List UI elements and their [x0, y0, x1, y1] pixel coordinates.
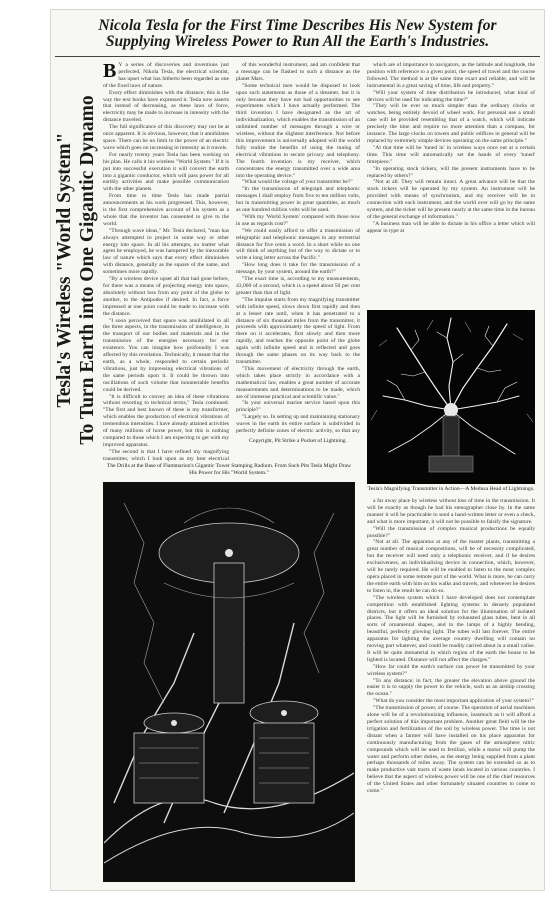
- column-2-paragraph: "The exact time is, according to my measurements, 43,000 of a second, which is a speed about 50 per cent greater than that of light.: [236, 276, 360, 296]
- column-3-paragraph: "They will be ever so much simpler than the ordinary clocks or watches, being entirely devoid of wheel work. For personal use a small case will be provided resembling that of a watch, which will indicate precisely the time and require no more attention than a compass, for instance. The large clocks on towers and public edifices in general will be replaced by extremely simple devices operating on the same principle.": [367, 103, 535, 144]
- column-3-paragraph: "Not at all. They will remain intact. A great advance will be that the stock tickers will be operated by my system. An instrument will be provided with means of synchronism, and my receiver will be in connection with each instrument, and the world over will go by the same system, and the ticker will be present nearly at the same time in the bureau of the general exchange of information.": [367, 179, 535, 220]
- column-1-paragraph: For nearly twenty years Tesla has been working on his plan. He calls it his wireless "World System." If it is put into successful execution it will convert the earth into a gigantic conductor, which will pass power for all earthly activities and make possible communication with the other planets.: [103, 151, 229, 193]
- column-2-paragraph: "Largely so. In setting up and maintaining stationary waves in the earth its entire surface is subdivided in perfectly definite zones of electric activity, so that any: [236, 414, 360, 434]
- column-2-paragraph: "This movement of electricity through the earth, which takes place strictly in accordance with a mathematical law, enables a great number of accurate measurements and determinations to be made, which are of immense practical and scientific value.": [236, 365, 360, 400]
- newspaper-page: [51, 10, 544, 890]
- column-2-paragraph: "The impulse starts from my magnifying transmitter with infinite speed, slows down first rapidly and then at a lesser rate until, when it has penetrated to a distance of six thousand miles from the transmitter, it proceeds with approximately the speed of light. From there on it accelerates, first slowly and then more rapidly, and reaches the opposite point of the globe again with infinite speed and is reflected and goes through the same phases on its way back to the transmitter.: [236, 296, 360, 365]
- side-headline-line-2: To Turn Earth into One Gigantic Dynamo: [77, 95, 98, 445]
- column-3-paragraph: which are of importance to navigators, as the latitude and longitude, the position with reference to a given point, the speed of travel and the course followed. The method is at the same time exact and reliable, and will be instrumental in a great saving of time, life and property.": [367, 62, 535, 89]
- column-4-paragraph: "The wireless system which I have developed does not contemplate competition with established lighting systems in densely populated districts, but it offers an ideal solution for the illumination of isolated places. The light will be furnished by exhausted glass tubes, bent in all sorts of ornamental shapes, and to the lamps of a highly bending, beautiful, perfectly glowing light. The tubes will last forever. The entire apparatus for lighting the average country dwelling will contain no moving part whatever, and could be readily carried about in a small valise. It will be quite immaterial in which region of the earth the house to be lighted is located. Distance will not affect the charges.": [367, 594, 535, 663]
- column-4-paragraph: "Will the transmission of complex musical productions be equally possible?": [367, 525, 535, 539]
- article-column-3: [367, 62, 535, 306]
- column-2-paragraph: "With my 'World System' compared with those now in use as regards cost?": [236, 213, 360, 227]
- column-4-paragraph: "What do you consider the most important application of your system?": [373, 698, 534, 705]
- column-3-paragraph: "A business man will be able to dictate in his office a letter which will appear in type at: [367, 220, 535, 234]
- column-1-paragraph: Y a series of discoveries and inventions just perfected, Nikola Tesla, the electrical scientist, has upset what has hitherto been regarded as one of the fixed laws of nature.: [103, 62, 229, 89]
- column-4-paragraph: "To any distance; in fact, the greater the elevation above ground the easier it is to supply the power to the vehicle, such as an airship crossing the ocean.": [367, 677, 535, 698]
- column-2-paragraph: "What would the voltage of your transmitter be?": [242, 179, 353, 186]
- column-2-paragraph: "In the transmission of telegraph and telephonic messages I shall employ from five to ten million volts, but in transmitting power in great quantities, as much as one hundred million volts will be used.: [236, 186, 360, 214]
- column-3-paragraph: "Will your system of time distribution be introduced, what kind of devices will be used for indicating the time?": [367, 89, 535, 103]
- middle-caption: Copyright, Pit Strike a Pocket of Lightning.: [249, 438, 347, 444]
- column-4-paragraph: "Not at all. The apparatus at any of the master plants, transmitting a great number of musical compositions, will be of necessity complicated, but the receiver will need only a telephonic receiver, and if he desires exclusiveness, an individualizing device in connection, which, however, will be rarely required. He will be enabled to listen to the most complex opera placed in some remote part of the world. What is more, he can carry the entire earth with him on his walks and travels, and whenever he desires to listen in, the result he can do so.: [367, 539, 535, 594]
- side-headline-line-1: Tesla's Wireless "World System": [54, 132, 75, 408]
- column-1-paragraph: "By a wireless device upset all that had gone before, for there was a means of projecting energy into space, absolutely without loss from any point of the globe to another, to the Antipodes if desired. In fact, a force impressed at one point could be made to increase with the distance.: [103, 276, 229, 317]
- column-2-paragraph: "Is your universal marine service based upon this principle?": [236, 400, 360, 414]
- headline: [51, 18, 544, 50]
- column-2-paragraph: "We could easily afford to offer a transmission of telegraphic and telephonic messages to any terrestrial distance for five cents a word. In a short while no one will think of anything but of the way to dictate or to write a long letter across the Pacific.": [236, 227, 360, 262]
- headline-line-1: Nicola Tesla for the First Time Describes His New System for: [98, 17, 497, 34]
- lightning-illustration: [367, 310, 535, 484]
- right-photo-caption: Tesla's Magnifying Transmitter in Action—A Medusa Head of Lightnings.: [367, 486, 535, 492]
- article-column-1: [103, 62, 229, 462]
- article-column-2: [236, 62, 360, 434]
- drop-cap: B: [103, 62, 117, 82]
- column-1-paragraph: "I soon perceived that space was annihilated in all the three aspects, in the transmission of intelligence, in the transport of our bodies and materials and in the transmission of the energies necessary for our existence. You can imagine how profoundly I was affected by this revelation. Technically, it meant that the earth, as a whole, responded to certain periodic vibrations, just by impressing electrical vibrations of the same periods upon it. It could be thrown into oscillations of such volume that innumerable benefits could be derived.: [103, 317, 229, 393]
- column-4-paragraph: "How far could the earth's surface can power be transmitted by your wireless system?": [367, 663, 535, 677]
- column-3-paragraph: "At that time will be 'tuned in' in wireless ways once out at a certain time. This time will automatically set the hands of every 'tuned' timepiece.": [367, 144, 535, 165]
- column-2-paragraph: of this wonderful instrument, and am confident that a message can be flashed to such a distance as the planet Mars.: [236, 62, 360, 82]
- column-1-paragraph: From time to time Tesla has made partial announcements as his work progressed. This, however, is the first comprehensive account of his system as a whole that the inventor has consented to give to the world.: [103, 193, 229, 227]
- headline-rule: [55, 56, 540, 57]
- left-photo-caption: The Drills at the Base of Flammarion's Gigantic Tower Stamping Radium. From Such Pits Tesla Might Draw His Power for His "World System.": [106, 463, 352, 476]
- column-1-paragraph: The full significance of this discovery may not be at once apparent. It is obvious, however, that it annihilates space. There can be no limit to the power of an electric wave which goes on increasing in intensity as it travels.: [103, 124, 229, 151]
- column-1-paragraph: "Through wave ideas," Mr. Tesla declared, "man has always attempted to project in some way or other energy into space. In all his attempts, no matter what agent he employed, he was hampered by the inexorable law of nature which says that every effect diminishes with distance, generally as the square of the same, and sometimes more rapidly.: [103, 227, 229, 276]
- column-1-paragraph: "The second is that I have refined my magnifying transmitter, which I look upon as my best electrical: [103, 448, 229, 462]
- side-headline: [51, 70, 105, 470]
- column-2-paragraph: "How long does it take for the transmission of a message, by your system, around the earth?": [236, 262, 360, 276]
- lightning-photo: [367, 310, 535, 484]
- column-2-paragraph: "Some technical men would be disposed to look upon such statements as those of a dreamer, but it is only because they have not had opportunities to see experiments which I have actually performed. The third invention I have designated as the art of individualization, which enables the transmission of an unlimited number of messages through a wire or wireless, without the slightest interference. Not before this improvement is universally adopted will the world fully realize the benefits of using the tuning of electrical vibrations to secure privacy and telephony. The fourth invention is my receiver, which concentrates the energy transmitted over a wide area into the operating device.": [236, 82, 360, 179]
- column-4-paragraph: a far away place by wireless without loss of time in the transmission. It will be exactly as though he had his stenographer close by. In the same manner it will be practicable to send a hand-written letter or even a check, and what is more important, it will not be possible to falsify the signature.: [367, 498, 535, 525]
- column-1-paragraph: "It is difficult to convey an idea of these vibrations without resorting to technical terms," Tesla continued. "The first and best known of these is my transformer, which enables the production of electrical vibrations of tremendous intensities. I have already attained activities of many millions of horse power, but this is nothing compared to those which I am expecting to get with my improved apparatus.: [103, 393, 229, 448]
- column-4-paragraph: "The transmission of power, of course. The operation of aerial machines alone will be of a revolutionizing influence, inasmuch as it will afford a perfect solution of this important problem. Another great field will be the irrigation and fertilization of the soil by wireless power. The time is not distant when a farmer will have installed on his place apparatus for continuously manufacturing from the gases of the atmosphere nitric compounds which will be used to fertilize, while a motor will pump the water and perform other duties, as the energy being supplied from a plant perhaps thousands of miles away. The system can be extended so as to make productive vast tracts of waste lands located in various countries. I believe that the aspect of wireless power will be one of the chief resources of the United States and other fortunately situated countries to come to come.": [367, 705, 535, 795]
- article-column-4: [367, 498, 535, 883]
- column-1-paragraph: Every effect diminishes with the distance; this is the way the text books have expressed it. Tesla now asserts that instead of decreasing, as these laws of force, electricity may be made to increase in intensity with the distance traveled.: [103, 89, 229, 124]
- column-3-paragraph: "In operating stock tickers, will the present instruments have to be replaced by others?": [367, 165, 535, 179]
- headline-line-2: Supplying Wireless Power to Run All the Earth's Industries.: [105, 33, 490, 50]
- dynamo-drawing: [103, 482, 355, 882]
- dynamo-illustration: [104, 483, 354, 881]
